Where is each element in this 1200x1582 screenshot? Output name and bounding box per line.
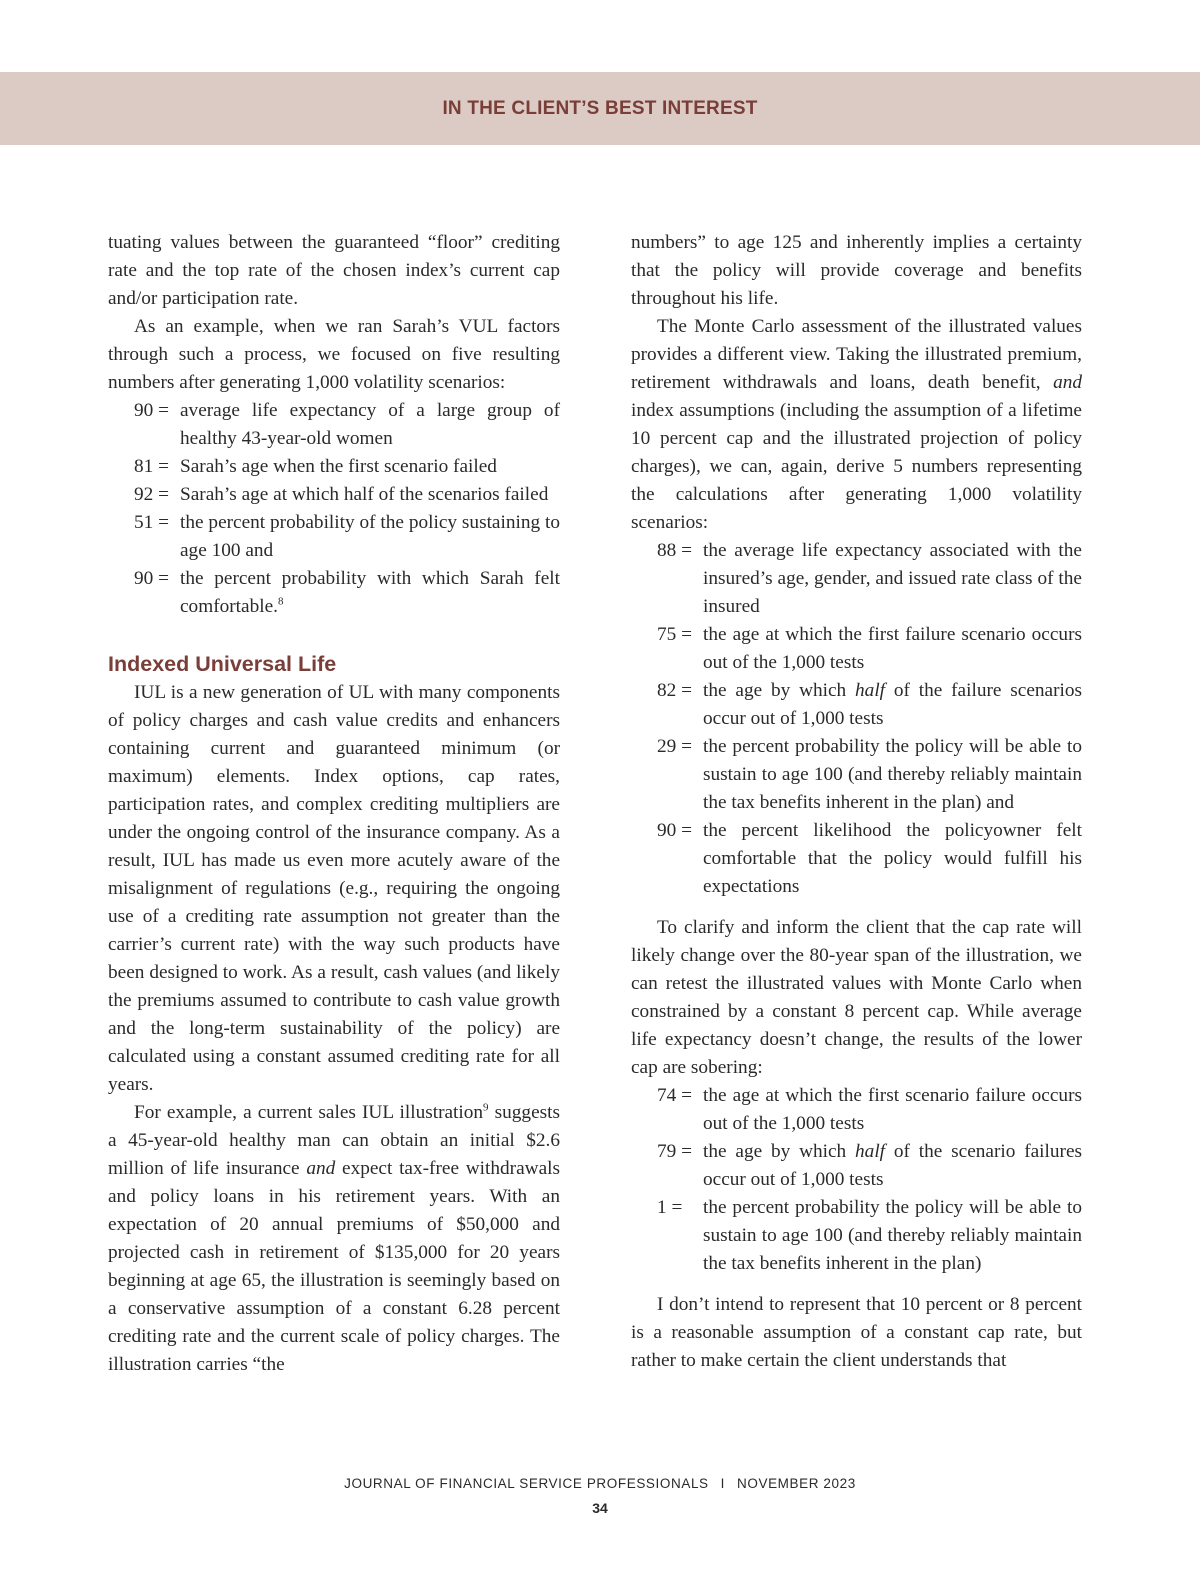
- list-text: of the scenario failures occur out of 1,000 tests: [703, 1141, 1083, 1190]
- list-item: [631, 1082, 1082, 1138]
- list-text: the percent likelihood the policyowner felt comfortable that the policy would fulfill his expectations: [703, 820, 1082, 897]
- list-item: [631, 621, 1082, 677]
- list-text: the average life expectancy associated with the insured’s age, gender, and issued rate class of the insured: [703, 540, 1082, 617]
- list-number: 88 =: [657, 540, 692, 561]
- list-text: average life expectancy of a large group of healthy 43-year-old women: [180, 400, 560, 449]
- list-text: Sarah’s age when the first scenario failed: [180, 456, 497, 477]
- list-number: 90 =: [134, 400, 169, 421]
- banner-title: IN THE CLIENT’S BEST INTEREST: [442, 97, 758, 119]
- list-item: [631, 677, 1082, 733]
- text-run: expect tax-free withdrawals and policy loans in his retirement years. With an expectation of 20 annual premiums of $50,000 and projected cash in retirement of $135,000 for 20 years beginning at age 65, the illustration is seemingly based on a conservative assumption of a constant 6.28 percent crediting rate and the current scale of policy charges. The illustration carries “the: [108, 1158, 560, 1375]
- list-number: 92 =: [134, 484, 169, 505]
- list-text: the age by which: [703, 680, 856, 701]
- list-text: the percent probability the policy will be able to sustain to age 100 (and thereby reliably maintain the tax benefits inherent in the plan): [703, 1197, 1082, 1274]
- text-run: index assumptions (including the assumption of a lifetime 10 percent cap and the illustrated projection of policy charges), we can, again, derive 5 numbers representing the calculations after generating 1,000 volatility scenarios:: [631, 400, 1082, 533]
- list-text: the percent probability of the policy sustaining to age 100 and: [180, 512, 560, 561]
- list-number: 1 =: [657, 1197, 683, 1218]
- page-number: 34: [592, 1500, 608, 1516]
- right-paragraph-4: I don’t intend to represent that 10 percent or 8 percent is a reasonable assumption of a constant cap rate, but rather to make certain the client understands that: [631, 1294, 1082, 1371]
- list-number: 90 =: [657, 820, 692, 841]
- list-item: [108, 397, 560, 453]
- footnote-marker: 9: [483, 1101, 489, 1114]
- list-item: [108, 509, 560, 565]
- section-heading: Indexed Universal Life: [108, 652, 337, 676]
- list-number: 75 =: [657, 624, 692, 645]
- list-number: 51 =: [134, 512, 169, 533]
- list-item: [108, 453, 560, 481]
- emphasis-text: and: [306, 1158, 336, 1179]
- list-text: the age by which: [703, 1141, 856, 1162]
- footer-separator: I: [720, 1476, 726, 1491]
- emphasis-text: and: [1053, 372, 1082, 393]
- list-number: 90 =: [134, 568, 169, 589]
- footnote-marker: 8: [277, 595, 284, 608]
- list-item: [631, 733, 1082, 817]
- emphasis-text: half: [855, 680, 886, 701]
- list-number: 74 =: [657, 1085, 692, 1106]
- list-number: 82 =: [657, 680, 692, 701]
- right-paragraph-3: To clarify and inform the client that the cap rate will likely change over the 80-year span of the illustration, we can retest the illustrated values with Monte Carlo when constrained by a constant 8 percent cap. While average life expectancy doesn’t change, the results of the lower cap are sobering:: [631, 917, 1082, 1078]
- list-item: [108, 481, 560, 509]
- list-text: the percent probability the policy will be able to sustain to age 100 (and thereby reliably maintain the tax benefits inherent in the plan) and: [703, 736, 1082, 813]
- text-run: The Monte Carlo assessment of the illustrated values provides a different view. Taking the illustrated premium, retirement withdrawals and loans, death benefit,: [631, 316, 1082, 393]
- list-text: of the failure scenarios occur out of 1,000 tests: [703, 680, 1083, 729]
- list-text: the age at which the first scenario failure occurs out of the 1,000 tests: [703, 1085, 1082, 1134]
- right-paragraph-1: numbers” to age 125 and inherently implies a certainty that the policy will provide coverage and benefits throughout his life.: [631, 232, 1082, 309]
- left-paragraph-2: As an example, when we ran Sarah’s VUL factors through such a process, we focused on five resulting numbers after generating 1,000 volatility scenarios:: [108, 316, 560, 393]
- footer: [0, 1476, 1200, 1491]
- text-run: For example, a current sales IUL illustration: [134, 1102, 484, 1123]
- list-item: [631, 1194, 1082, 1278]
- list-number: 29 =: [657, 736, 692, 757]
- right-number-list-2: [631, 1082, 1082, 1278]
- list-item: [631, 1138, 1082, 1194]
- list-text: Sarah’s age at which half of the scenarios failed: [180, 484, 549, 505]
- journal-name: JOURNAL OF FINANCIAL SERVICE PROFESSIONALS: [344, 1476, 709, 1491]
- left-paragraph-1: tuating values between the guaranteed “floor” crediting rate and the top rate of the chosen index’s current cap and/or participation rate.: [108, 232, 560, 309]
- list-number: 81 =: [134, 456, 169, 477]
- list-item: [631, 537, 1082, 621]
- header-banner: [0, 72, 1200, 145]
- list-item: [631, 817, 1082, 901]
- left-paragraph-3: IUL is a new generation of UL with many components of policy charges and cash value credits and enhancers containing current and guaranteed minimum (or maximum) elements. Index options, cap rates, participation rates, and complex crediting multipliers are under the ongoing control of the insurance company. As a result, IUL has made us even more acutely aware of the misalignment of regulations (e.g., requiring the ongoing use of a crediting rate assumption not greater than the carrier’s current rate) with the way such products have been designed to work. As a result, cash values (and likely the premiums assumed to contribute to cash value growth and the long-term sustainability of the policy) are calculated using a constant assumed crediting rate for all years.: [108, 682, 560, 1095]
- left-number-list: [108, 397, 560, 621]
- issue-date: NOVEMBER 2023: [737, 1476, 856, 1491]
- left-paragraph-4: [108, 1099, 560, 1379]
- emphasis-text: half: [855, 1141, 886, 1162]
- right-column: [631, 229, 1082, 1375]
- right-paragraph-2: [631, 313, 1082, 537]
- left-column: [108, 229, 560, 1379]
- list-item: [108, 565, 560, 621]
- right-number-list-1: [631, 537, 1082, 901]
- text-run: suggests a 45-year-old healthy man can obtain an initial $2.6 million of life insurance: [108, 1102, 560, 1179]
- list-number: 79 =: [657, 1141, 692, 1162]
- list-text: the age at which the first failure scenario occurs out of the 1,000 tests: [703, 624, 1082, 673]
- list-text: the percent probability with which Sarah felt comfortable.: [180, 568, 560, 617]
